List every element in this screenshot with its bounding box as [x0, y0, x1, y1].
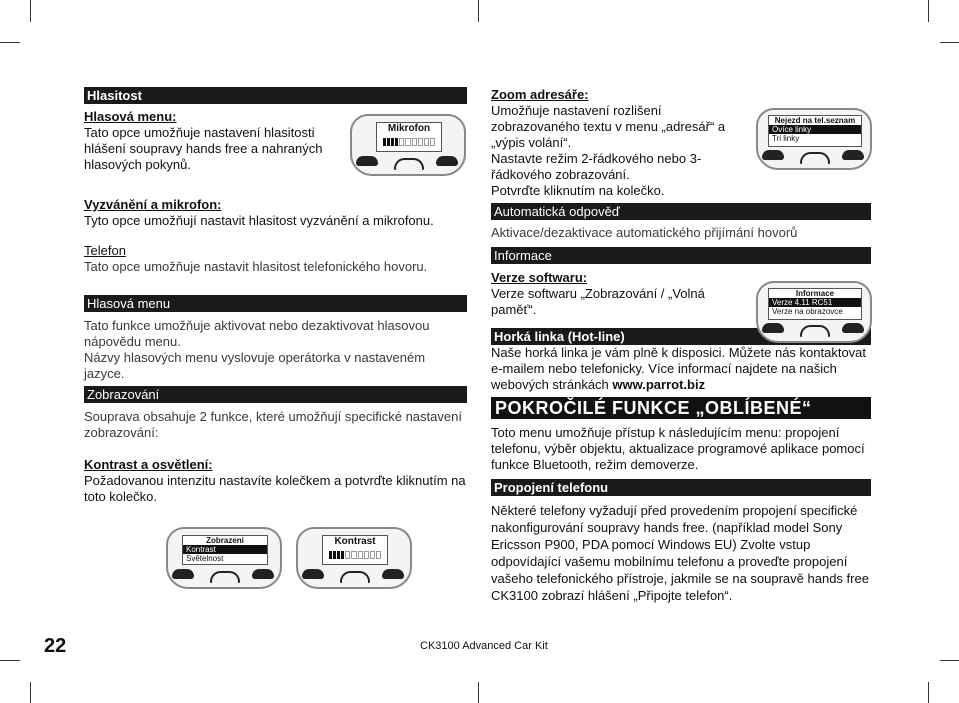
jog-wheel [394, 158, 424, 170]
page-number: 22 [44, 635, 67, 657]
crop-mark [940, 42, 959, 43]
red-hangup-button [842, 150, 864, 160]
crop-mark [0, 660, 20, 661]
crop-mark [940, 660, 959, 661]
device-illustration-kontrast [296, 527, 412, 589]
paragraph: Některé telefony vyžadují před provedením propojení specifické nakonfigurování soupravy hands free. (například model Sony Ericsson P900, PDA pomocí Windows EU) Zvolte vstup odpovídající vašemu mobilnímu telefonu a proveďte propojení vašeho telefonického přístroje, jakmile se na soupravě hands free CK3100 zobrazí hlášení „Připojte telefon“. [491, 503, 869, 603]
device-illustration-najezd [756, 108, 872, 170]
device-illustration-zobrazeni [166, 527, 282, 589]
paragraph: Aktivace/dezaktivace automatického přijímání hovorů [491, 225, 798, 240]
subheading-kontrast: Kontrast a osvětlení: [84, 457, 213, 472]
jog-wheel [800, 325, 830, 337]
device-screen [182, 535, 268, 565]
device-screen [768, 288, 862, 320]
subheading-hlasova-menu: Hlasová menu: [84, 109, 177, 124]
green-call-button [356, 156, 378, 166]
paragraph: Názvy hlasových menu vyslovuje operátorka v nastaveném jazyce. [84, 350, 426, 381]
paragraph-text: Naše horká linka je vám plně k disposici. Můžete nás kontaktovat e-mailem nebo telefonicky. Více informací najdete na našich webových stránkách [491, 345, 867, 392]
paragraph: Potvrďte kliknutím na kolečko. [491, 183, 665, 198]
crop-mark [928, 682, 929, 703]
paragraph: Souprava obsahuje 2 funkce, které umožňují specifické nastavení zobrazování: [84, 409, 462, 440]
green-call-button [302, 569, 324, 579]
screen-item: Světelnost [186, 554, 224, 563]
screen-item: Tri linky [772, 134, 800, 143]
screen-item: Verze na obrazovce [772, 307, 843, 316]
subheading-telefon: Telefon [84, 243, 126, 258]
crop-mark [928, 0, 929, 22]
screen-title: Zobrazeni [206, 536, 244, 545]
crop-mark [478, 0, 479, 22]
device-illustration-mikrofon [350, 114, 466, 176]
subheading-zoom: Zoom adresáře: [491, 87, 589, 102]
device-screen [768, 115, 862, 147]
screen-item-selected: Kontrast [183, 545, 267, 554]
green-call-button [762, 323, 784, 333]
paragraph: Verze softwaru „Zobrazování / „Volná paměť“. [491, 286, 705, 317]
jog-wheel [800, 152, 830, 164]
paragraph: Umožňuje nastavení rozlišení zobrazovaného textu v menu „adresář“ a „výpis volání“. [491, 103, 726, 150]
screen-title: Informace [795, 289, 835, 298]
subheading-vyzvaneni: Vyzvánění a mikrofon: [84, 197, 222, 212]
footer-product-name: CK3100 Advanced Car Kit [420, 640, 548, 652]
screen-item-selected: Ovíce linky [769, 125, 861, 134]
crop-mark [30, 0, 31, 22]
screen-title: Mikrofon [387, 123, 431, 134]
green-call-button [762, 150, 784, 160]
paragraph: Tato funkce umožňuje aktivovat nebo dezaktivovat hlasovou nápovědu menu. [84, 318, 430, 349]
website-link[interactable]: www.parrot.biz [612, 377, 706, 392]
section-bar-propojeni-telefonu: Propojení telefonu [491, 479, 871, 496]
paragraph: Tyto opce umožňují nastavit hlasitost vyzvánění a mikrofonu. [84, 213, 434, 228]
section-bar-pokrocile-funkce: POKROČILÉ FUNKCE „OBLÍBENÉ“ [491, 397, 871, 419]
section-bar-informace: Informace [491, 247, 871, 264]
paragraph: Nastavte režim 2-řádkového nebo 3-řádkového zobrazování. [491, 151, 702, 182]
green-call-button [172, 569, 194, 579]
device-screen [322, 535, 388, 565]
section-bar-automaticka-odpoved: Automatická odpověď [491, 203, 871, 220]
device-screen [376, 122, 442, 152]
red-hangup-button [382, 569, 404, 579]
screen-title: Kontrast [334, 536, 376, 547]
screen-title: Nejezd na tel.seznam [774, 116, 856, 125]
paragraph: Tato opce umožňuje nastavení hlasitosti hlášení soupravy hands free a nahraných hlasových pokynů. [84, 125, 323, 172]
device-illustration-informace [756, 281, 872, 343]
red-hangup-button [842, 323, 864, 333]
section-bar-hlasova-menu: Hlasová menu [84, 295, 467, 312]
red-hangup-button [252, 569, 274, 579]
jog-wheel [340, 571, 370, 583]
level-indicator [383, 138, 435, 146]
crop-mark [30, 682, 31, 703]
crop-mark [478, 682, 479, 703]
paragraph: Toto menu umožňuje přístup k následujícím menu: propojení telefonu, výběr objektu, aktualizace programové aplikace pomocí funkce Bluetooth, režim demoverze. [491, 425, 865, 472]
jog-wheel [210, 571, 240, 583]
section-bar-horka-linka: Horká linka (Hot-line) [491, 328, 871, 345]
paragraph [491, 345, 871, 393]
red-hangup-button [436, 156, 458, 166]
crop-mark [0, 42, 20, 43]
level-indicator [329, 551, 381, 559]
paragraph: Požadovanou intenzitu nastavíte kolečkem a potvrďte kliknutím na toto kolečko. [84, 473, 466, 504]
screen-item-selected: Verze 4.11 RC51 [769, 298, 861, 307]
subheading-verze: Verze softwaru: [491, 270, 588, 285]
section-bar-hlasitost: Hlasitost [84, 87, 467, 104]
section-bar-zobrazovani: Zobrazování [84, 386, 467, 403]
paragraph: Tato opce umožňuje nastavit hlasitost telefonického hovoru. [84, 259, 428, 274]
